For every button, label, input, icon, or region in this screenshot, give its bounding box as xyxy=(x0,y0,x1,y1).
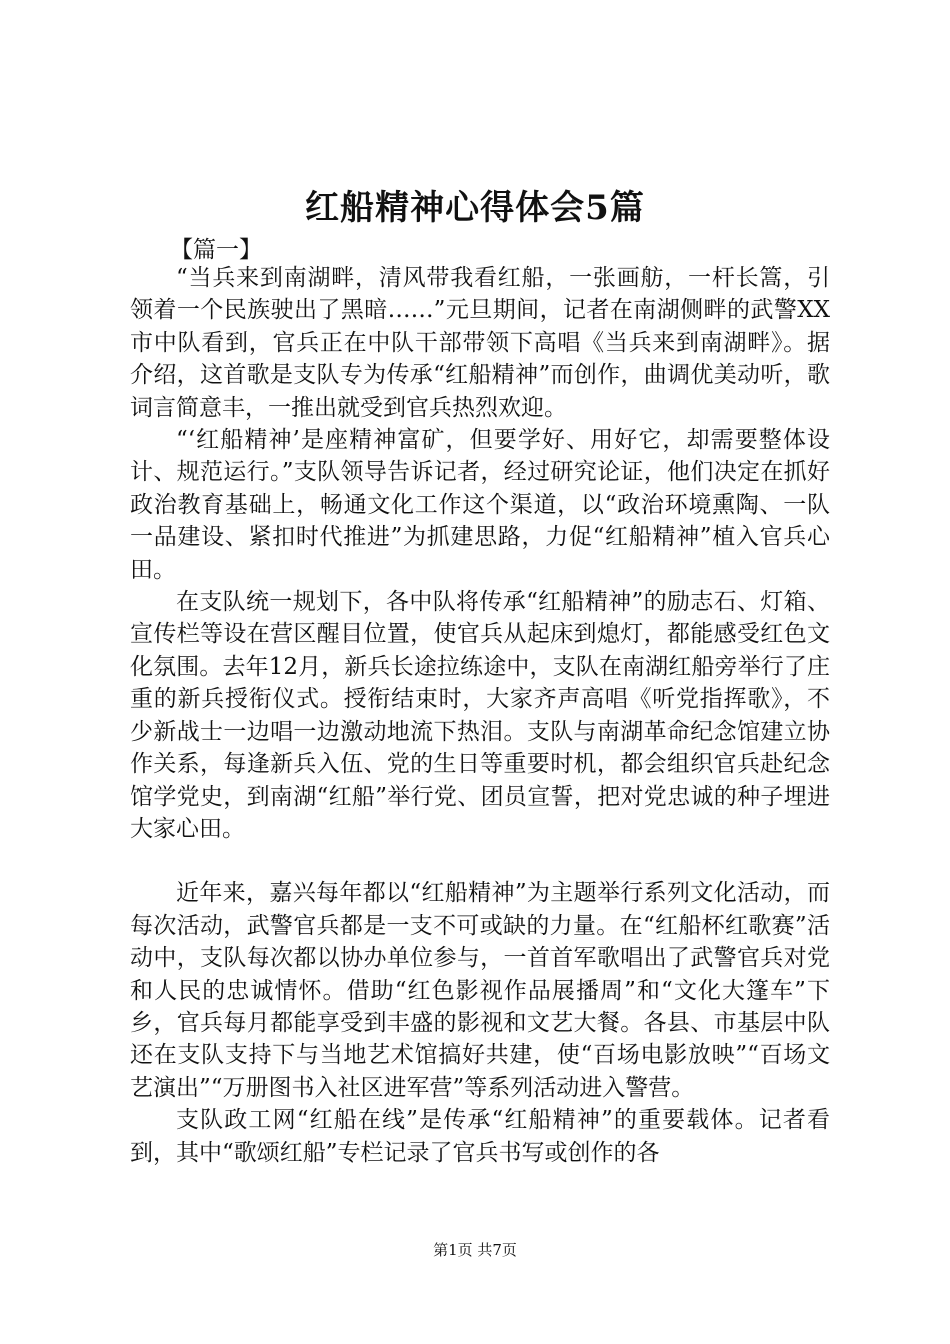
paragraph: 支队政工网“红船在线”是传承“红船精神”的重要载体。记者看到，其中“歌颂红船”专栏记录了官兵书写或创作的各 xyxy=(130,1107,830,1166)
paragraph: 在支队统一规划下，各中队将传承“红船精神”的励志石、灯箱、宣传栏等设在营区醒目位置，使官兵从起床到熄灯，都能感受红色文化氛围。去年12月，新兵长途拉练途中，支队在南湖红船旁举行了庄重的新兵授衔仪式。授衔结束时，大家齐声高唱《听党指挥歌》，不少新战士一边唱一边激动地流下热泪。支队与南湖革命纪念馆建立协作关系，每逢新兵入伍、党的生日等重要时机，都会组织官兵赴纪念馆学党史，到南湖“红船”举行党、团员宣誓，把对党忠诚的种子埋进大家心田。 xyxy=(130,589,830,842)
document-body xyxy=(130,262,830,1169)
paragraph: “‘红船精神’是座精神富矿，但要学好、用好它，却需要整体设计、规范运行。”支队领导告诉记者，经过研究论证，他们决定在抓好政治教育基础上，畅通文化工作这个渠道，以“政治环境熏陶、一队一品建设、紧扣时代推进”为抓建思路，力促“红船精神”植入官兵心田。 xyxy=(130,427,830,583)
page-number-footer: 第1页 共7页 xyxy=(433,1241,517,1259)
paragraph-spacer xyxy=(130,845,830,877)
document-title: 红船精神心得体会5篇 xyxy=(305,188,645,228)
section-heading: 【篇一】 xyxy=(170,237,262,263)
paragraph: “当兵来到南湖畔，清风带我看红船，一张画舫，一杆长篙，引领着一个民族驶出了黑暗……”元旦期间，记者在南湖侧畔的武警XX市中队看到，官兵正在中队干部带领下高唱《当兵来到南湖畔》。据介绍，这首歌是支队专为传承“红船精神”而创作，曲调优美动听，歌词言简意丰，一推出就受到官兵热烈欢迎。 xyxy=(130,265,830,421)
paragraph: 近年来，嘉兴每年都以“红船精神”为主题举行系列文化活动，而每次活动，武警官兵都是一支不可或缺的力量。在“红船杯红歌赛”活动中，支队每次都以协办单位参与，一首首军歌唱出了武警官兵对党和人民的忠诚情怀。借助“红色影视作品展播周”和“文化大篷车”下乡，官兵每月都能享受到丰盛的影视和文艺大餐。各县、市基层中队还在支队支持下与当地艺术馆搞好共建，使“百场电影放映”“百场文艺演出”“万册图书入社区进军营”等系列活动进入警营。 xyxy=(130,880,830,1101)
